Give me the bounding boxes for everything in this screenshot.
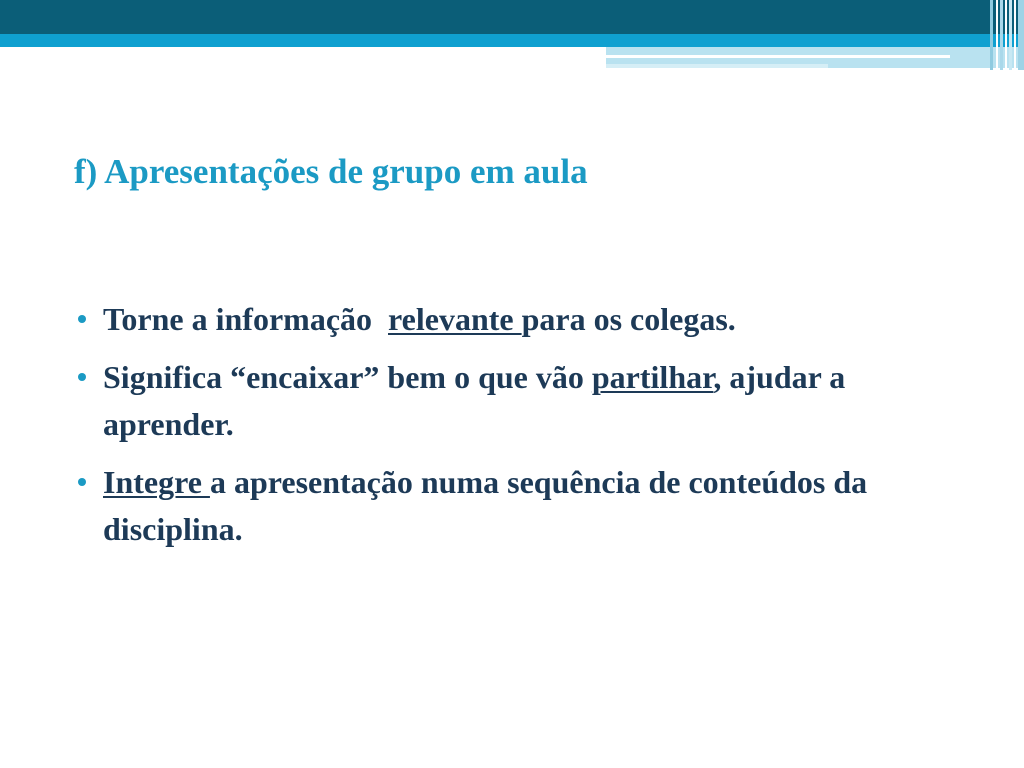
header-stripe xyxy=(1009,0,1012,70)
header-band-pale-thin xyxy=(606,64,828,68)
bullet-text: a apresentação numa sequência de conteúdos da disciplina. xyxy=(103,464,868,547)
bullet-item xyxy=(74,354,954,448)
bullet-emphasis-text: Integre xyxy=(103,464,210,500)
header-band-dark xyxy=(0,0,1024,34)
bullet-emphasis-text: partilhar xyxy=(591,359,714,395)
header-band-divider-line xyxy=(606,55,950,58)
bullet-item xyxy=(74,459,954,553)
header-band-accent xyxy=(0,34,1024,47)
header-stripe xyxy=(1018,0,1024,70)
header-stripe xyxy=(990,0,993,70)
bullet-text: para os colegas. xyxy=(521,301,736,337)
bullet-item xyxy=(74,296,954,343)
header-stripe xyxy=(1000,0,1003,70)
bullet-emphasis-text: relevante xyxy=(388,301,522,337)
header-stripe xyxy=(996,0,998,70)
bullet-dot-icon xyxy=(78,373,86,381)
header-stripe xyxy=(1014,0,1016,70)
header-vertical-stripes xyxy=(990,0,1024,70)
bullet-text: Significa “encaixar” bem o que vão xyxy=(103,359,592,395)
bullet-list xyxy=(74,296,954,553)
slide-title: f) Apresentações de grupo em aula xyxy=(74,152,588,191)
bullet-dot-icon xyxy=(78,315,86,323)
bullet-text: Torne a informação xyxy=(103,301,389,337)
bullet-dot-icon xyxy=(78,478,86,486)
bullet-text: , ajudar a aprender. xyxy=(103,359,846,442)
header-stripe xyxy=(1005,0,1007,70)
